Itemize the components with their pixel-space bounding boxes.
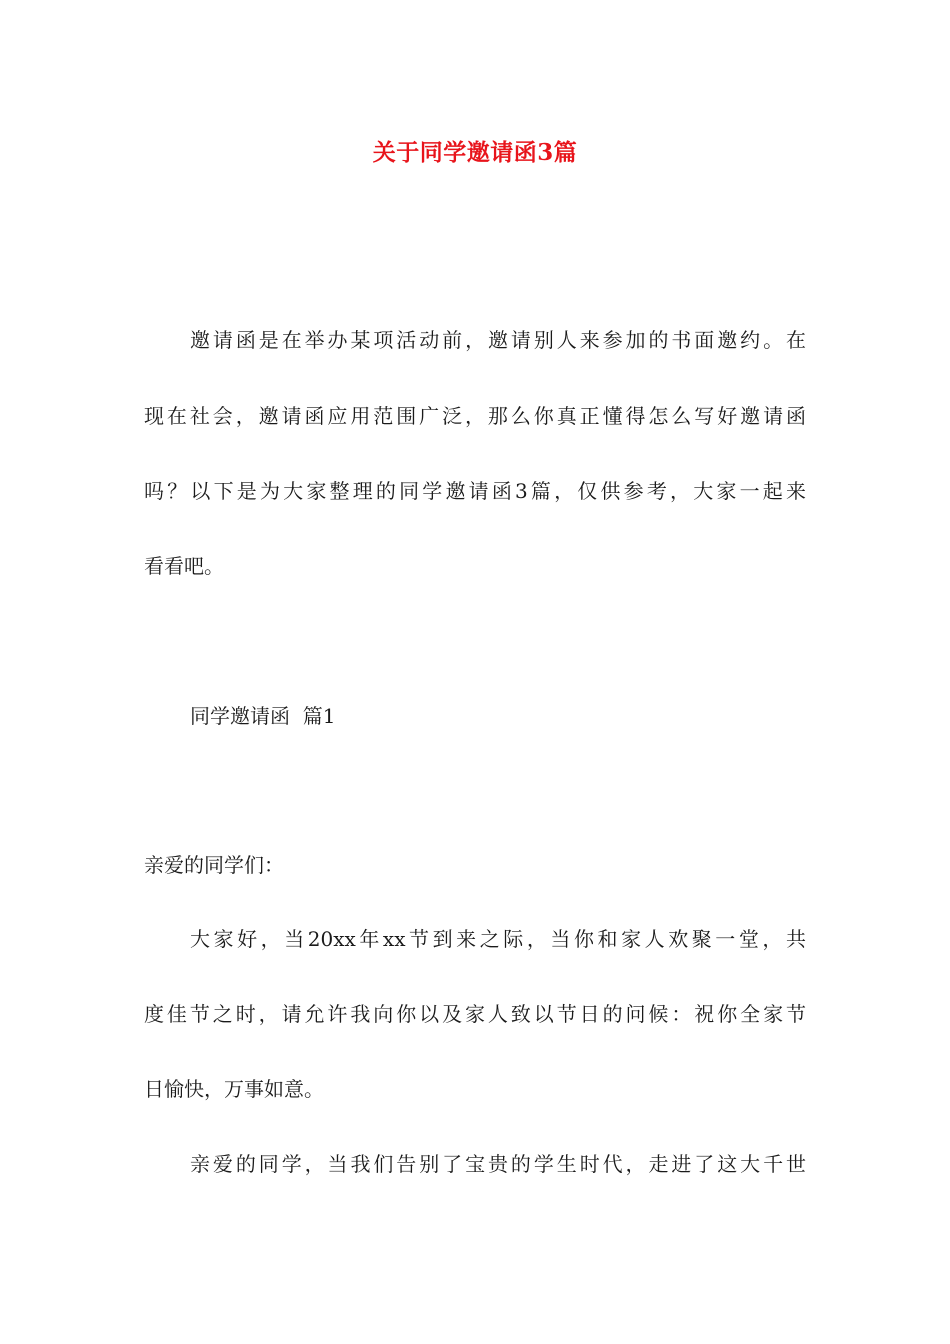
- intro-line-1: 邀请函是在举办某项活动前，邀请别人来参加的书面邀约。在: [190, 328, 806, 352]
- section-heading: 同学邀请函 篇1: [190, 704, 336, 728]
- para1-line-3: 日愉快，万事如意。: [144, 1077, 324, 1101]
- intro-line-3: 吗？以下是为大家整理的同学邀请函3篇，仅供参考，大家一起来: [144, 479, 806, 503]
- salutation: 亲爱的同学们：: [144, 853, 284, 877]
- intro-line-2: 现在社会，邀请函应用范围广泛，那么你真正懂得怎么写好邀请函: [144, 404, 806, 428]
- para1-line-1: 大家好，当20xx年xx节到来之际，当你和家人欢聚一堂，共: [190, 927, 806, 951]
- document-title: 关于同学邀请函3篇: [372, 139, 578, 166]
- para2-line-1: 亲爱的同学，当我们告别了宝贵的学生时代，走进了这大千世: [190, 1152, 806, 1176]
- para1-line-2: 度佳节之时，请允许我向你以及家人致以节日的问候：祝你全家节: [144, 1002, 806, 1026]
- intro-line-4: 看看吧。: [144, 554, 224, 578]
